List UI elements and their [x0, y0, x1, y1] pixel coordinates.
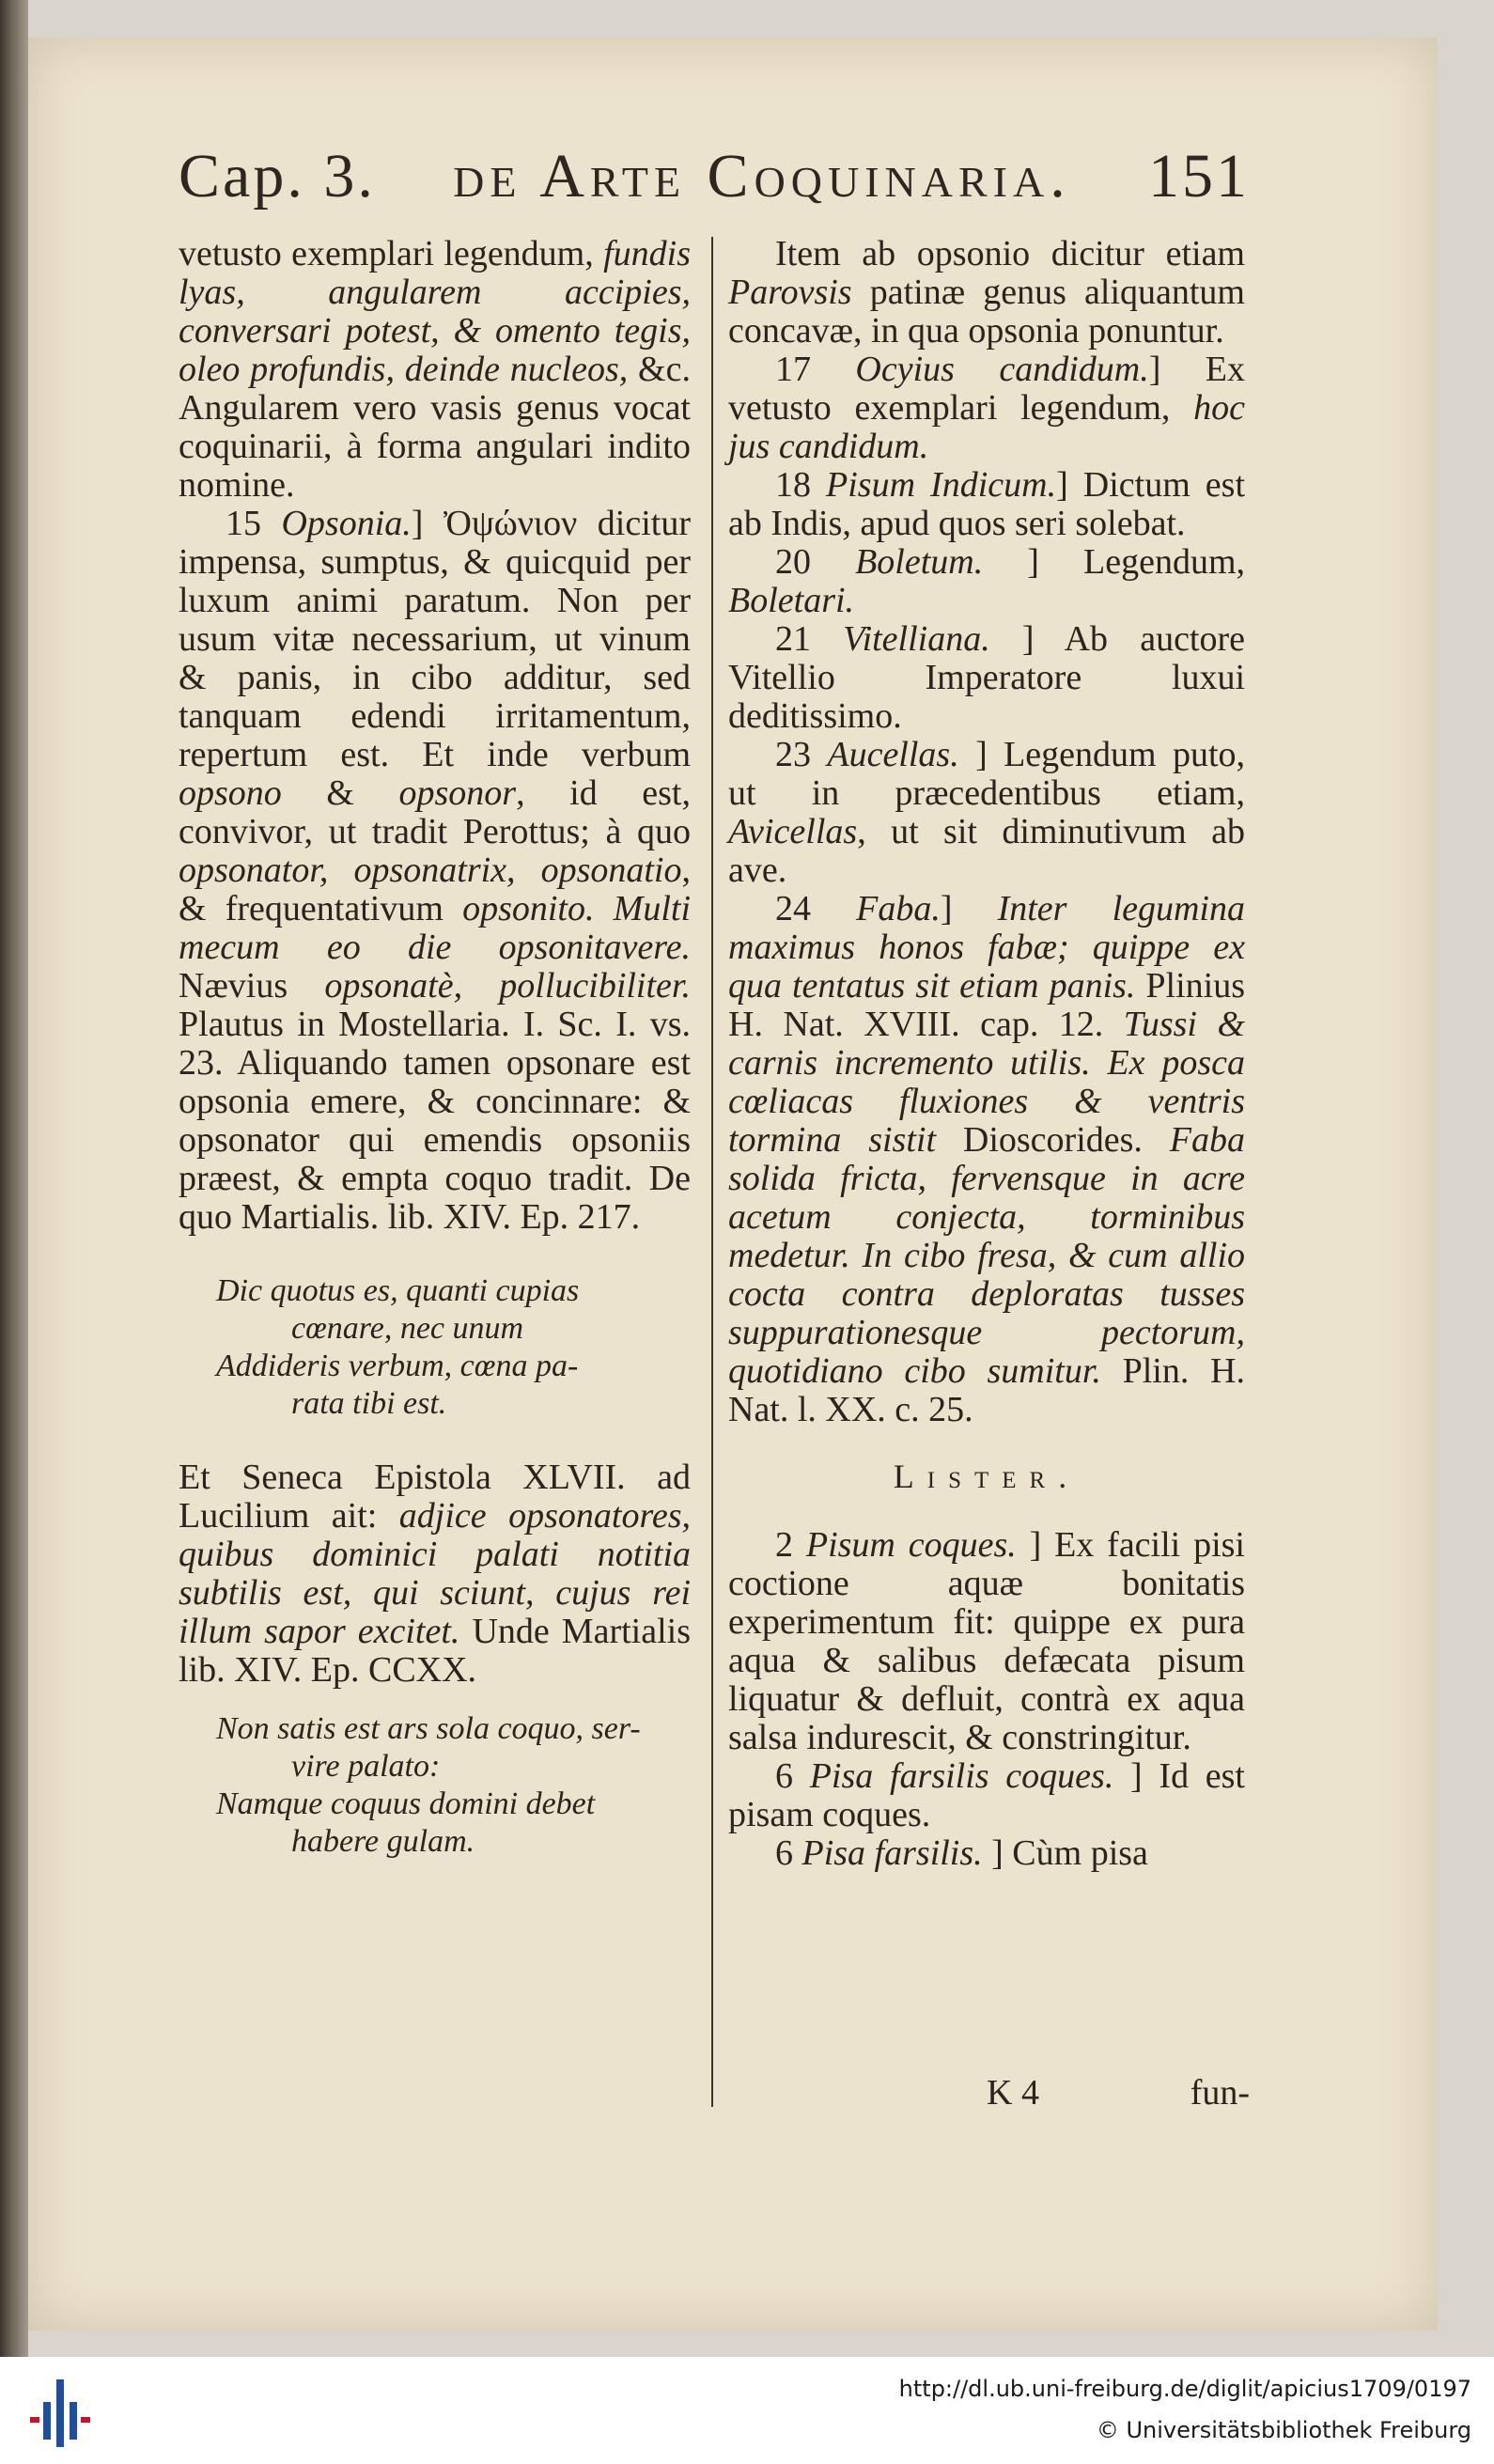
verse-martialis-217: Dic quotus es, quanti cupias cœnare, nec unum Addideris verbum, cœna pa- rata tibi est.: [216, 1273, 580, 1421]
column-divider: [711, 237, 713, 2107]
note-24: 24 Faba.] Inter legumina maximus honos fabæ; quippe ex qua tentatus sit etiam panis. Plinius H. Nat. XVIII. cap. 12. Tussi & carnis incremento utilis. Ex posca cœliacas fluxiones & ventris tormina sistit Dioscorides. Faba solida fricta, fervensque in acre acetum conjecta, torminibus medetur. In cibo fresa, & cum allio cocta contra deploratas tusses suppurationesque pectorum, quotidiano cibo sumitur. Plin. H. Nat. l. XX. c. 25.: [728, 889, 1246, 1429]
permalink-url[interactable]: http://dl.ub.uni-freiburg.de/diglit/apicius1709/0197: [898, 2376, 1471, 2402]
header-chapter: Cap. 3.: [179, 142, 376, 211]
signature-mark: K 4: [987, 2073, 1039, 2113]
lister-note-6b: 6 Pisa farsilis. ] Cùm pisa: [775, 1833, 1148, 1873]
note-20: 20 Boletum. ] Legendum, Boletari.: [728, 542, 1246, 620]
library-logo-icon[interactable]: [28, 2376, 94, 2451]
note-15-opsonia: 15 Opsonia.] Ὀψώνιον dicitur impensa, sumptus, & quicquid per luxum animi paratum. Non per usum vitæ necessarium, ut vinum & panis, in cibo additur, sed tanquam edendi irritamentum, repertum est. Et inde verbum opsono & opsonor, id est, convivor, ut tradit Perottus; à quo opsonator, opsonatrix, opsonatio, & frequentativum opsonito. Multi mecum eo die opsonitavere. Nævius opsonatè, pollucibiliter. Plautus in Mostellaria. I. Sc. I. vs. 23. Aliquando tamen opsonare est opsonia emere, & concinnare: & opsonator qui emendis opsoniis præest, & empta coquo tradit. De quo Martialis. lib. XIV. Ep. 217.: [179, 504, 691, 1237]
note-parovsis: Item ab opsonio dicitur etiam Parovsis patinæ genus aliquantum concavæ, in qua opsonia ponuntur.: [728, 234, 1245, 351]
left-column: [179, 235, 691, 1861]
right-column: [728, 235, 1245, 1873]
viewer-footer-bar: [0, 2357, 1494, 2464]
note-23: 23 Aucellas. ] Legendum puto, ut in præcedentibus etiam, Avicellas, ut sit diminutivum ab ave.: [728, 735, 1245, 890]
catchword: fun-: [1190, 2073, 1250, 2113]
seneca-paragraph: Et Seneca Epistola XLVII. ad Lucilium ait: adjice opsonatores, quibus dominici palati notitia subtilis est, qui sciunt, cujus rei illum sapor excitet. Unde Martialis lib. XIV. Ep. CCXX.: [179, 1458, 691, 1690]
header-title: de Arte Coquinaria.: [453, 142, 1071, 211]
note-17: 17 Ocyius candidum.] Ex vetusto exemplari legendum, hoc jus candidum.: [728, 350, 1246, 466]
copyright-notice: © Universitätsbibliothek Freiburg: [1096, 2417, 1471, 2443]
lister-note-2: 2 Pisum coques. ] Ex facili pisi coctione aquæ bonitatis experimentum fit: quippe ex pura aqua & salibus defæcata pisum liquatur & defluit, contrà ex aqua salsa indurescit, & constringitur.: [728, 1525, 1245, 1757]
left-paragraph-1: vetusto exemplari legendum, fundis lyas, angularem accipies, conversari potest, & omento tegis, oleo profundis, deinde nucleos, &c. Angularem vero vasis genus vocat coquinarii, à forma angulari indito nomine.: [179, 234, 691, 505]
running-header: [179, 141, 1250, 226]
verse-martialis-220: Non satis est ars sola coquo, ser- vire palato: Namque coquus domini debet habere gulam.: [216, 1711, 641, 1859]
book-spine-edge: [0, 0, 28, 2357]
page-number: 151: [1147, 142, 1250, 211]
note-21: 21 Vitelliana. ] Ab auctore Vitellio Imperatore luxui deditissimo.: [728, 619, 1246, 736]
note-18: 18 Pisum Indicum.] Dictum est ab Indis, apud quos seri solebat.: [728, 465, 1245, 543]
page-footer: [987, 2072, 1250, 2119]
section-heading-lister: Lister.: [893, 1458, 1081, 1495]
lister-note-6a: 6 Pisa farsilis coques. ] Id est pisam coques.: [728, 1756, 1245, 1834]
